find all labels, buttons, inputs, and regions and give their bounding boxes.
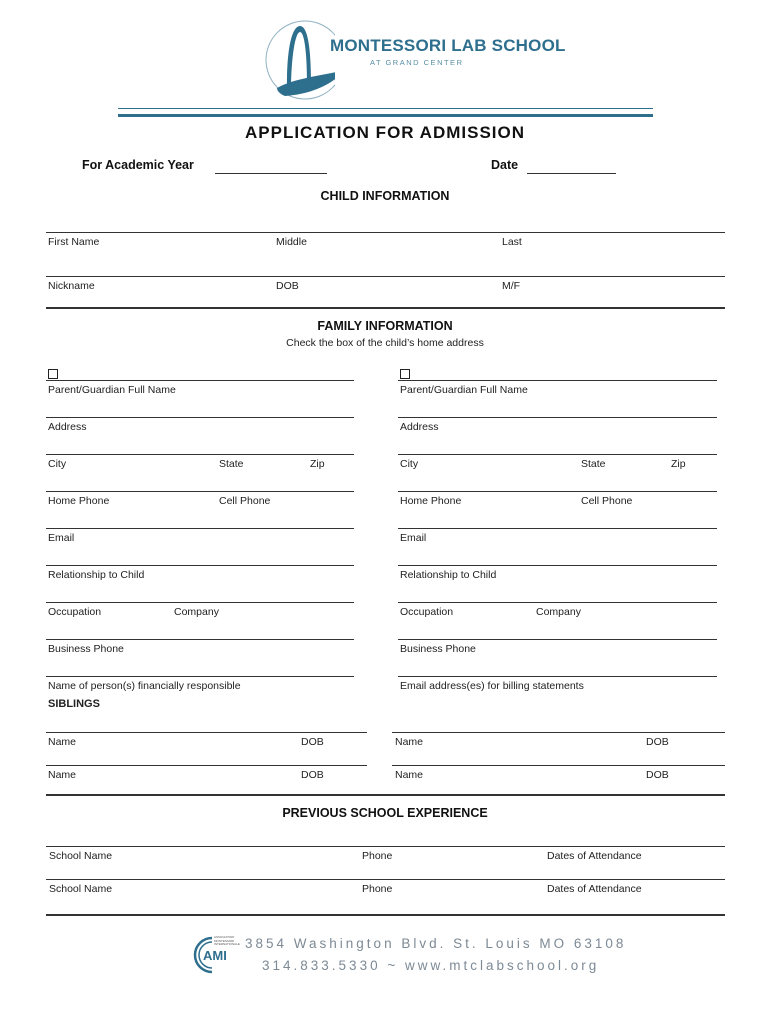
dob-label: DOB — [276, 280, 299, 292]
left-email-label: Email — [48, 532, 75, 544]
school-1-name-label: School Name — [49, 850, 113, 862]
page-title: APPLICATION FOR ADMISSION — [245, 123, 525, 142]
right-occupation-field[interactable] — [398, 602, 717, 603]
right-address-field[interactable] — [398, 417, 717, 418]
school-2-dates-label: Dates of Attendance — [547, 883, 642, 895]
right-email-label: Email — [400, 532, 427, 544]
date-field[interactable] — [527, 173, 616, 174]
previous-school-2-field[interactable] — [46, 879, 725, 880]
left-email-field[interactable] — [46, 528, 354, 529]
section-divider — [46, 914, 725, 916]
left-parent-name-field[interactable] — [46, 380, 354, 381]
financial-responsible-label: Name of person(s) financially responsible — [48, 680, 241, 692]
family-instruction: Check the box of the child’s home address — [286, 337, 484, 349]
left-relationship-field[interactable] — [46, 565, 354, 566]
right-company-label: Company — [536, 606, 581, 618]
child-nickname-field[interactable] — [46, 276, 725, 277]
arch-logo-icon — [265, 14, 335, 106]
left-occupation-label: Occupation — [48, 606, 102, 618]
left-address-field[interactable] — [46, 417, 354, 418]
child-name-field[interactable] — [46, 232, 725, 233]
sibling-1-dob-label: DOB — [301, 736, 324, 748]
left-state-label: State — [219, 458, 244, 470]
school-name: MONTESSORI LAB SCHOOL — [330, 36, 566, 55]
previous-school-heading: PREVIOUS SCHOOL EXPERIENCE — [282, 806, 488, 820]
section-divider — [46, 307, 725, 309]
right-email-field[interactable] — [398, 528, 717, 529]
right-phone-field[interactable] — [398, 491, 717, 492]
sibling-4-field[interactable] — [392, 765, 725, 766]
right-relationship-label: Relationship to Child — [400, 569, 497, 581]
footer-contact: 314.833.5330 ~ www.mtclabschool.org — [262, 958, 600, 973]
right-business-phone-label: Business Phone — [400, 643, 476, 655]
sibling-2-field[interactable] — [392, 732, 725, 733]
school-2-name-label: School Name — [49, 883, 113, 895]
right-occupation-label: Occupation — [400, 606, 454, 618]
left-zip-label: Zip — [310, 458, 325, 470]
left-cell-phone-label: Cell Phone — [219, 495, 271, 507]
school-1-phone-label: Phone — [362, 850, 393, 862]
financial-responsible-field[interactable] — [46, 676, 354, 677]
right-business-phone-field[interactable] — [398, 639, 717, 640]
left-business-phone-field[interactable] — [46, 639, 354, 640]
academic-year-field[interactable] — [215, 173, 327, 174]
billing-email-field[interactable] — [398, 676, 717, 677]
right-parent-name-field[interactable] — [398, 380, 717, 381]
right-city-field[interactable] — [398, 454, 717, 455]
header-rule — [118, 108, 653, 117]
left-home-phone-label: Home Phone — [48, 495, 110, 507]
left-home-address-checkbox[interactable] — [48, 369, 58, 379]
ami-small-text: ASSOCIATION MONTESSORI INTERNATIONALE — [214, 935, 240, 946]
sibling-1-field[interactable] — [46, 732, 367, 733]
sibling-4-name-label: Name — [395, 769, 424, 781]
right-relationship-field[interactable] — [398, 565, 717, 566]
sibling-1-name-label: Name — [48, 736, 77, 748]
sibling-3-dob-label: DOB — [301, 769, 324, 781]
left-city-label: City — [48, 458, 67, 470]
left-occupation-field[interactable] — [46, 602, 354, 603]
right-city-label: City — [400, 458, 419, 470]
siblings-heading: SIBLINGS — [48, 698, 100, 710]
left-city-field[interactable] — [46, 454, 354, 455]
right-home-phone-label: Home Phone — [400, 495, 462, 507]
sibling-2-name-label: Name — [395, 736, 424, 748]
sibling-2-dob-label: DOB — [646, 736, 669, 748]
right-parent-name-label: Parent/Guardian Full Name — [400, 384, 528, 396]
previous-school-1-field[interactable] — [46, 846, 725, 847]
section-divider — [46, 794, 725, 796]
child-info-heading: CHILD INFORMATION — [320, 189, 450, 203]
footer-address: 3854 Washington Blvd. St. Louis MO 63108 — [245, 936, 627, 951]
last-name-label: Last — [502, 236, 522, 248]
right-state-label: State — [581, 458, 606, 470]
academic-year-label: For Academic Year — [82, 158, 194, 172]
left-business-phone-label: Business Phone — [48, 643, 124, 655]
left-relationship-label: Relationship to Child — [48, 569, 145, 581]
sibling-3-field[interactable] — [46, 765, 367, 766]
left-phone-field[interactable] — [46, 491, 354, 492]
middle-name-label: Middle — [276, 236, 307, 248]
right-address-label: Address — [400, 421, 439, 433]
mf-label: M/F — [502, 280, 521, 292]
school-2-phone-label: Phone — [362, 883, 393, 895]
sibling-4-dob-label: DOB — [646, 769, 669, 781]
right-cell-phone-label: Cell Phone — [581, 495, 633, 507]
left-company-label: Company — [174, 606, 219, 618]
right-home-address-checkbox[interactable] — [400, 369, 410, 379]
ami-logo — [190, 932, 240, 978]
sibling-3-name-label: Name — [48, 769, 77, 781]
first-name-label: First Name — [48, 236, 100, 248]
school-1-dates-label: Dates of Attendance — [547, 850, 642, 862]
ami-logo-label: AMI — [203, 948, 227, 963]
date-label: Date — [491, 158, 519, 172]
family-info-heading: FAMILY INFORMATION — [317, 319, 453, 333]
school-subtitle: AT GRAND CENTER — [370, 58, 464, 67]
left-address-label: Address — [48, 421, 87, 433]
left-parent-name-label: Parent/Guardian Full Name — [48, 384, 176, 396]
school-logo — [265, 14, 335, 106]
billing-email-label: Email address(es) for billing statements — [400, 680, 584, 692]
right-zip-label: Zip — [671, 458, 686, 470]
nickname-label: Nickname — [48, 280, 95, 292]
